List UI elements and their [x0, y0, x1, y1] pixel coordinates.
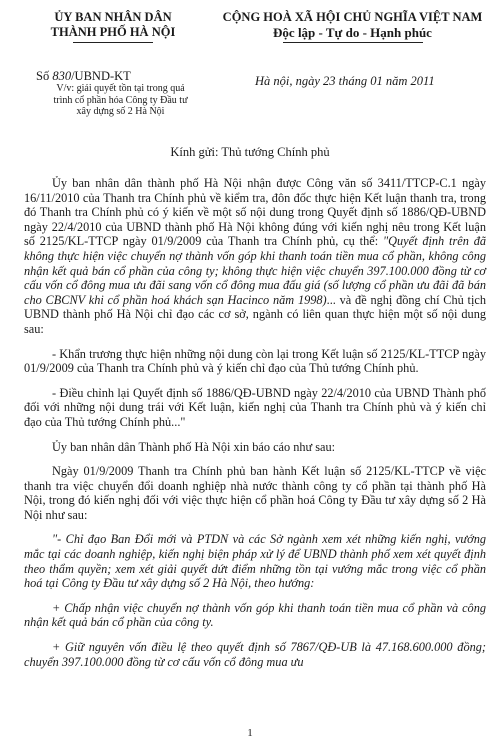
page-number: 1: [247, 727, 253, 739]
document-number: [36, 69, 131, 84]
national-title: [215, 10, 490, 43]
motto-underline: [283, 42, 423, 43]
doc-number-value: 830: [52, 69, 72, 83]
national-motto: Độc lập - Tự do - Hạnh phúc: [273, 25, 432, 40]
issuing-agency: [18, 10, 208, 43]
paragraph-3: - Điều chỉnh lại Quyết định số 1886/QĐ-UBND ngày 22/4/2010 của UBND Thành phố đối với những nội dung trái với Kết luận, kiến nghị của Thanh tra Chính phủ và ý kiến chỉ đạo của Thủ tướng Chính phủ...": [24, 385, 486, 429]
doc-number-suffix: /UBND-KT: [71, 69, 131, 83]
subject-line-1: V/v: giải quyết tồn tại trong quá: [56, 83, 185, 94]
place-and-date: Hà nội, ngày 23 tháng 01 năm 2011: [255, 74, 435, 88]
agency-line-2: THÀNH PHỐ HÀ NỘI: [50, 25, 176, 39]
document-subject: [38, 83, 203, 118]
paragraph-2: - Khẩn trương thực hiện những nội dung còn lại trong Kết luận số 2125/KL-TTCP ngày 01/9/2009 của Thanh tra Chính phủ và ý kiến chỉ đạo của Thủ tướng Chính phủ.: [24, 346, 486, 376]
subject-line-2: trình cổ phần hóa Công ty Đầu tư: [53, 94, 188, 106]
paragraph-1-intro: Ủy ban nhân dân thành phố Hà Nội nhận được Công văn số 3411/TTCP-C.1 ngày 16/11/2010 của Thanh tra Chính phủ về kiểm tra, đôn đốc thực hiện Kết luận thanh tra, trong đó Thanh tra Chính phủ có ý kiến về một số nội dung trong Quyết định số 1886/QĐ-UBND ngày 22/4/2010 của UBND thành phố Hà Nội không đúng với kiến nghị nêu trong Kết luận số 2125/KL-TTCP ngày 01/9/2009 của Thanh tra Chính phủ, cụ thể:: [24, 176, 486, 249]
doc-number-prefix: Số: [36, 69, 50, 83]
paragraph-5: Ngày 01/9/2009 Thanh tra Chính phủ ban hành Kết luận số 2125/KL-TTCP về việc thanh tra việc chuyển đổi doanh nghiệp nhà nước thành công ty cổ phần tại thành phố Hà Nội, trong đó kiến nghị đối với việc thực hiện cổ phần hoá Công ty Đầu tư xây dựng số 2 Hà Nội như sau:: [24, 464, 486, 522]
paragraph-7: + Chấp nhận việc chuyển nợ thành vốn góp khi thanh toán tiền mua cổ phần và công nhận kết quả bán cổ phần của công ty.: [24, 600, 486, 630]
agency-line-1: ỦY BAN NHÂN DÂN: [54, 10, 172, 24]
paragraph-1: [24, 176, 486, 337]
paragraph-1-request: ... và đề nghị đồng chí Chủ tịch UBND thành phố Hà Nội chỉ đạo các cơ sở, ngành có liên quan thực hiện một số nội dung sau:: [24, 292, 487, 336]
subject-line-3: xây dựng số 2 Hà Nội: [76, 106, 165, 117]
paragraph-6: "- Chỉ đạo Ban Đổi mới và PTDN và các Sở ngành xem xét những kiến nghị, vướng mắc tại các doanh nghiệp, kiến nghị biện pháp xử lý để UBND thành phố xem xét quyết định theo thẩm quyền; xem xét giải quyết dứt điểm những tồn tại vướng mắc trong việc cổ phần hoá tại Công ty Đầu tư xây dựng số 2 Hà Nội, theo hướng:: [24, 532, 486, 591]
paragraph-8: + Giữ nguyên vốn điều lệ theo quyết định số 7867/QĐ-UB là 47.168.600.000 đồng; chuyển 397.100.000 đồng từ cơ cấu vốn cổ đông mua ưu: [24, 640, 486, 669]
paragraph-4: Ủy ban nhân dân Thành phố Hà Nội xin báo cáo như sau:: [52, 439, 336, 454]
recipient-line: Kính gửi: Thủ tướng Chính phủ: [170, 145, 330, 159]
agency-underline: [73, 42, 153, 43]
paragraph-1-quote: "Quyết định trên đã không thực hiện việc chuyển nợ thành vốn góp khi thanh toán tiền mua cổ phần, không công nhận kết quả bán cổ phần của công ty; không thực hiện việc chuyển 397.100.000 đồng từ cơ cấu vốn cổ đông mua ưu đãi sang vốn cổ đông mua đấu giá (số lượng cổ phần ưu đãi đã bán cho CBCNV khi cổ phần hoá khách sạn Hacinco năm 1998): [24, 234, 486, 307]
nation-name: CỘNG HOÀ XÃ HỘI CHỦ NGHĨA VIỆT NAM: [222, 10, 483, 24]
letter-body: [24, 176, 486, 669]
